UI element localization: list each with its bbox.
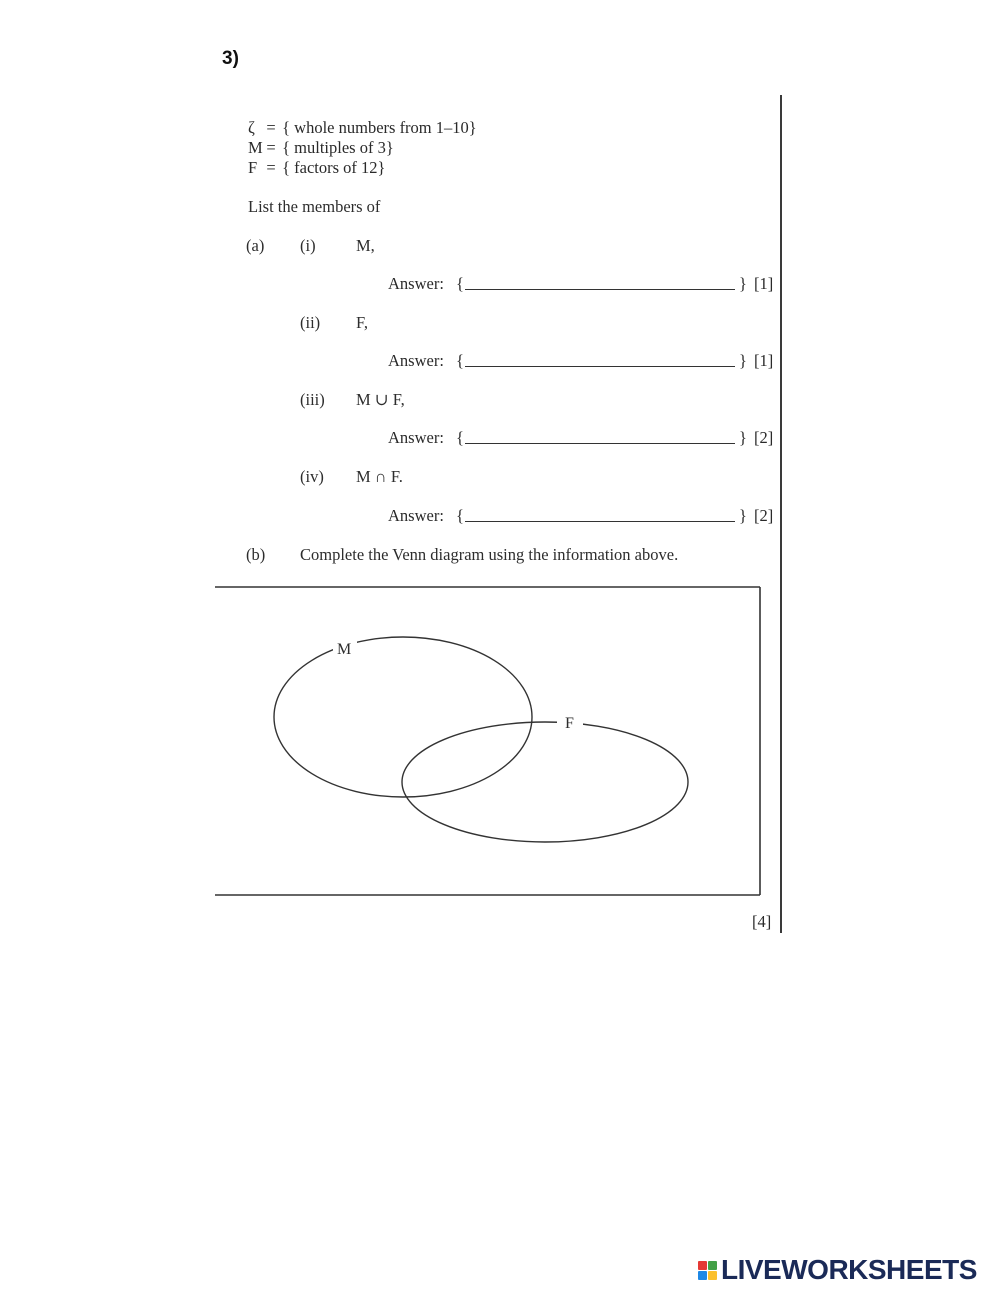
venn-label-f: F <box>565 715 574 732</box>
answer-label: Answer: <box>388 274 444 293</box>
marks-label: [2] <box>754 428 774 447</box>
definition-text: { multiples of 3} <box>282 138 394 157</box>
question-number: 3) <box>222 48 239 69</box>
part-a-iii-set: M ∪ F, <box>356 390 405 409</box>
close-brace: } <box>739 274 747 293</box>
part-a-label: (a) <box>246 236 265 255</box>
close-brace: } <box>739 428 747 447</box>
open-brace: { <box>456 351 464 370</box>
set-f-ellipse[interactable] <box>402 722 688 842</box>
brand-name: LIVEWORKSHEETS <box>721 1254 977 1285</box>
set-symbol: F <box>248 158 258 177</box>
marks-label: [1] <box>754 274 774 293</box>
venn-label-m: M <box>337 641 352 658</box>
marks-label: [1] <box>754 351 774 370</box>
close-brace: } <box>739 351 747 370</box>
equals-sign: = <box>266 138 276 157</box>
universal-set-box <box>215 587 760 895</box>
part-b-marks: [4] <box>752 912 772 931</box>
definition-text: { whole numbers from 1–10} <box>282 118 477 137</box>
open-brace: { <box>456 506 464 525</box>
part-a-i-set: M, <box>356 236 375 255</box>
universal-symbol: ζ <box>248 118 255 137</box>
definition-text: { factors of 12} <box>282 158 386 177</box>
open-brace: { <box>456 428 464 447</box>
close-brace: } <box>739 506 747 525</box>
answer-label: Answer: <box>388 506 444 525</box>
marks-label: [2] <box>754 506 774 525</box>
part-b-label: (b) <box>246 545 266 564</box>
part-a-ii-set: F, <box>356 313 368 332</box>
instruction-text: List the members of <box>248 197 381 216</box>
equals-sign: = <box>266 158 276 177</box>
open-brace: { <box>456 274 464 293</box>
part-a-ii-number: (ii) <box>300 313 321 332</box>
part-a-iv-set: M ∩ F. <box>356 467 403 486</box>
set-symbol: M <box>248 138 263 157</box>
part-b-text: Complete the Venn diagram using the information above. <box>300 545 679 564</box>
part-a-iv-number: (iv) <box>300 467 324 486</box>
liveworksheets-logo <box>698 1255 977 1285</box>
part-a-i-number: (i) <box>300 236 316 255</box>
part-a-iii-number: (iii) <box>300 390 325 409</box>
equals-sign: = <box>266 118 276 137</box>
logo-tiles-icon <box>698 1261 717 1280</box>
answer-label: Answer: <box>388 428 444 447</box>
answer-label: Answer: <box>388 351 444 370</box>
